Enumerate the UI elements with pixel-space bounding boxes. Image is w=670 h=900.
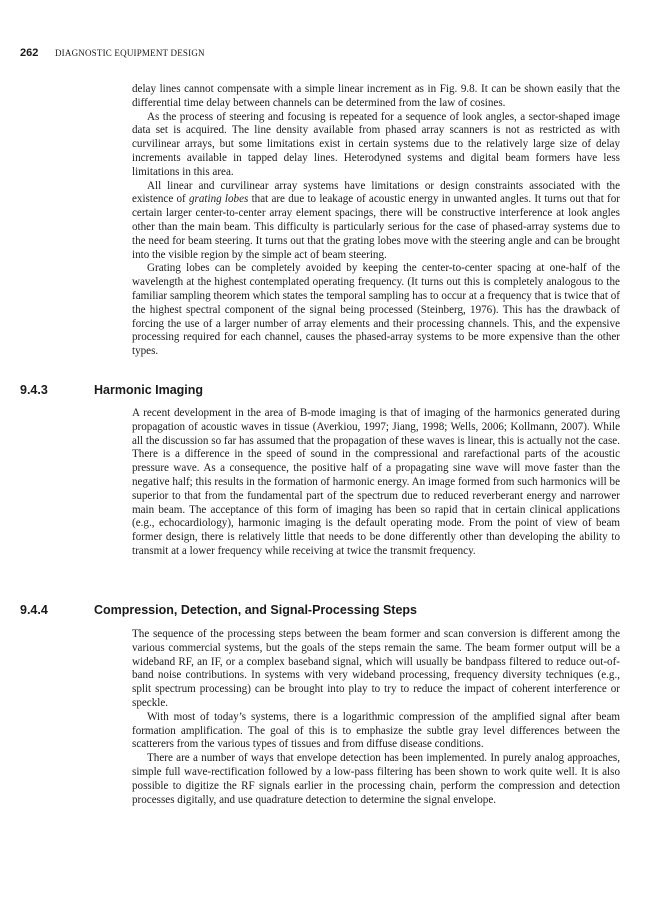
intro-text-block [132,83,620,359]
page-header [20,47,205,59]
paragraph-text: All linear and curvilinear array systems have limitations or design constraints associated with the existence of [132,179,620,206]
paragraph: The sequence of the processing steps between the beam former and scan conversion is different among the various commercial systems, but the goals of the steps remain the same. The beam former output will be a wideband RF, an IF, or a complex baseband signal, which will usually be bandpass filtered to reduce out-of-band noise contributions. In systems with very wideband processing, frequency diversity techniques (e.g., split spectrum processing) can be brought into play to try to reduce the impact of coherent interference or speckle. [132,628,620,709]
paragraph: A recent development in the area of B-mode imaging is that of imaging of the harmonics generated during propagation of acoustic waves in tissue (Averkiou, 1997; Jiang, 1998; Wells, 2006; Kollmann, 2007). While all the discussion so far has assumed that the propagation of these waves is linear, this is actually not the case. There is a difference in the speed of sound in the compressional and rarefactional parts of the acoustic pressure wave. As a consequence, the positive half of a propagating sine wave will move faster than the negative half; this results in the formation of harmonic energy. An image formed from such harmonics will be superior to that from the fundamental part of the spectrum due to reduced reverberant energy and narrower main beam. The acceptance of this form of imaging has been so rapid that in certain clinical applications (e.g., echocardiology), harmonic imaging is the default operating mode. From the point of view of beam former design, there is relatively little that needs to be done differently other than developing the ability to transmit at a lower frequency while receiving at twice the transmit frequency. [132,407,620,557]
page-number: 262 [20,47,39,59]
section-title: Harmonic Imaging [94,383,204,397]
paragraph: As the process of steering and focusing is repeated for a sequence of look angles, a sector-shaped image data set is acquired. The line density available from phased array scanners is not as restricted as with curvilinear arrays, but some limitations exist in certain systems due to the relatively large size of delay increments available in tapped delay lines. Heterodyned systems and digital beam formers have less limitations in this area. [132,110,620,178]
emphasized-term: grating lobes [189,193,249,206]
paragraph [132,180,620,263]
section-heading-9-4-3 [20,383,203,397]
harmonic-imaging-text-block [132,407,620,559]
section-heading-9-4-4 [20,603,417,617]
section-title: Compression, Detection, and Signal-Processing Steps [94,603,417,617]
compression-detection-text-block [132,628,620,807]
paragraph: There are a number of ways that envelope detection has been implemented. In purely analog approaches, simple full wave-rectification followed by a low-pass filtering has been shown to work quite well. It is also possible to digitize the RF signals earlier in the processing chain, perform the compression and detection processes digitally, and use quadrature detection to determine the signal envelope. [132,752,620,806]
paragraph: With most of today’s systems, there is a logarithmic compression of the amplified signal after beam formation amplification. The goal of this is to emphasize the subtle gray level differences between the scatterers from the various types of tissues and from diffuse disease conditions. [132,710,620,751]
paragraph: Grating lobes can be completely avoided by keeping the center-to-center spacing at one-half of the wavelength at the highest contemplated operating frequency. (It turns out this is completely analogous to the familiar sampling theorem which states the temporal sampling has to occur at a frequency that is twice that of the highest spectral component of the signal being processed (Steinberg, 1976). This has the drawback of forcing the use of a larger number of array elements and their processing channels. This, and the expensive processing required for each channel, causes the phased-array systems to be more expensive than the other types. [132,262,620,358]
paragraph-text: that are due to leakage of acoustic energy in unwanted angles. It turns out that for certain larger center-to-center array element spacings, there will be constructive interference at look angles other than the main beam. This difficulty is particularly serious for the case of phased-array systems due to the need for beam steering. It turns out that the grating lobes move with the steering angle and can be brought into the visible region by the simple act of beam steering. [132,193,620,261]
paragraph: delay lines cannot compensate with a simple linear increment as in Fig. 9.8. It can be shown easily that the differential time delay between channels can be determined from the law of cosines. [132,83,620,109]
running-title: DIAGNOSTIC EQUIPMENT DESIGN [54,48,205,58]
section-number: 9.4.3 [20,383,48,397]
section-number: 9.4.4 [20,603,48,617]
